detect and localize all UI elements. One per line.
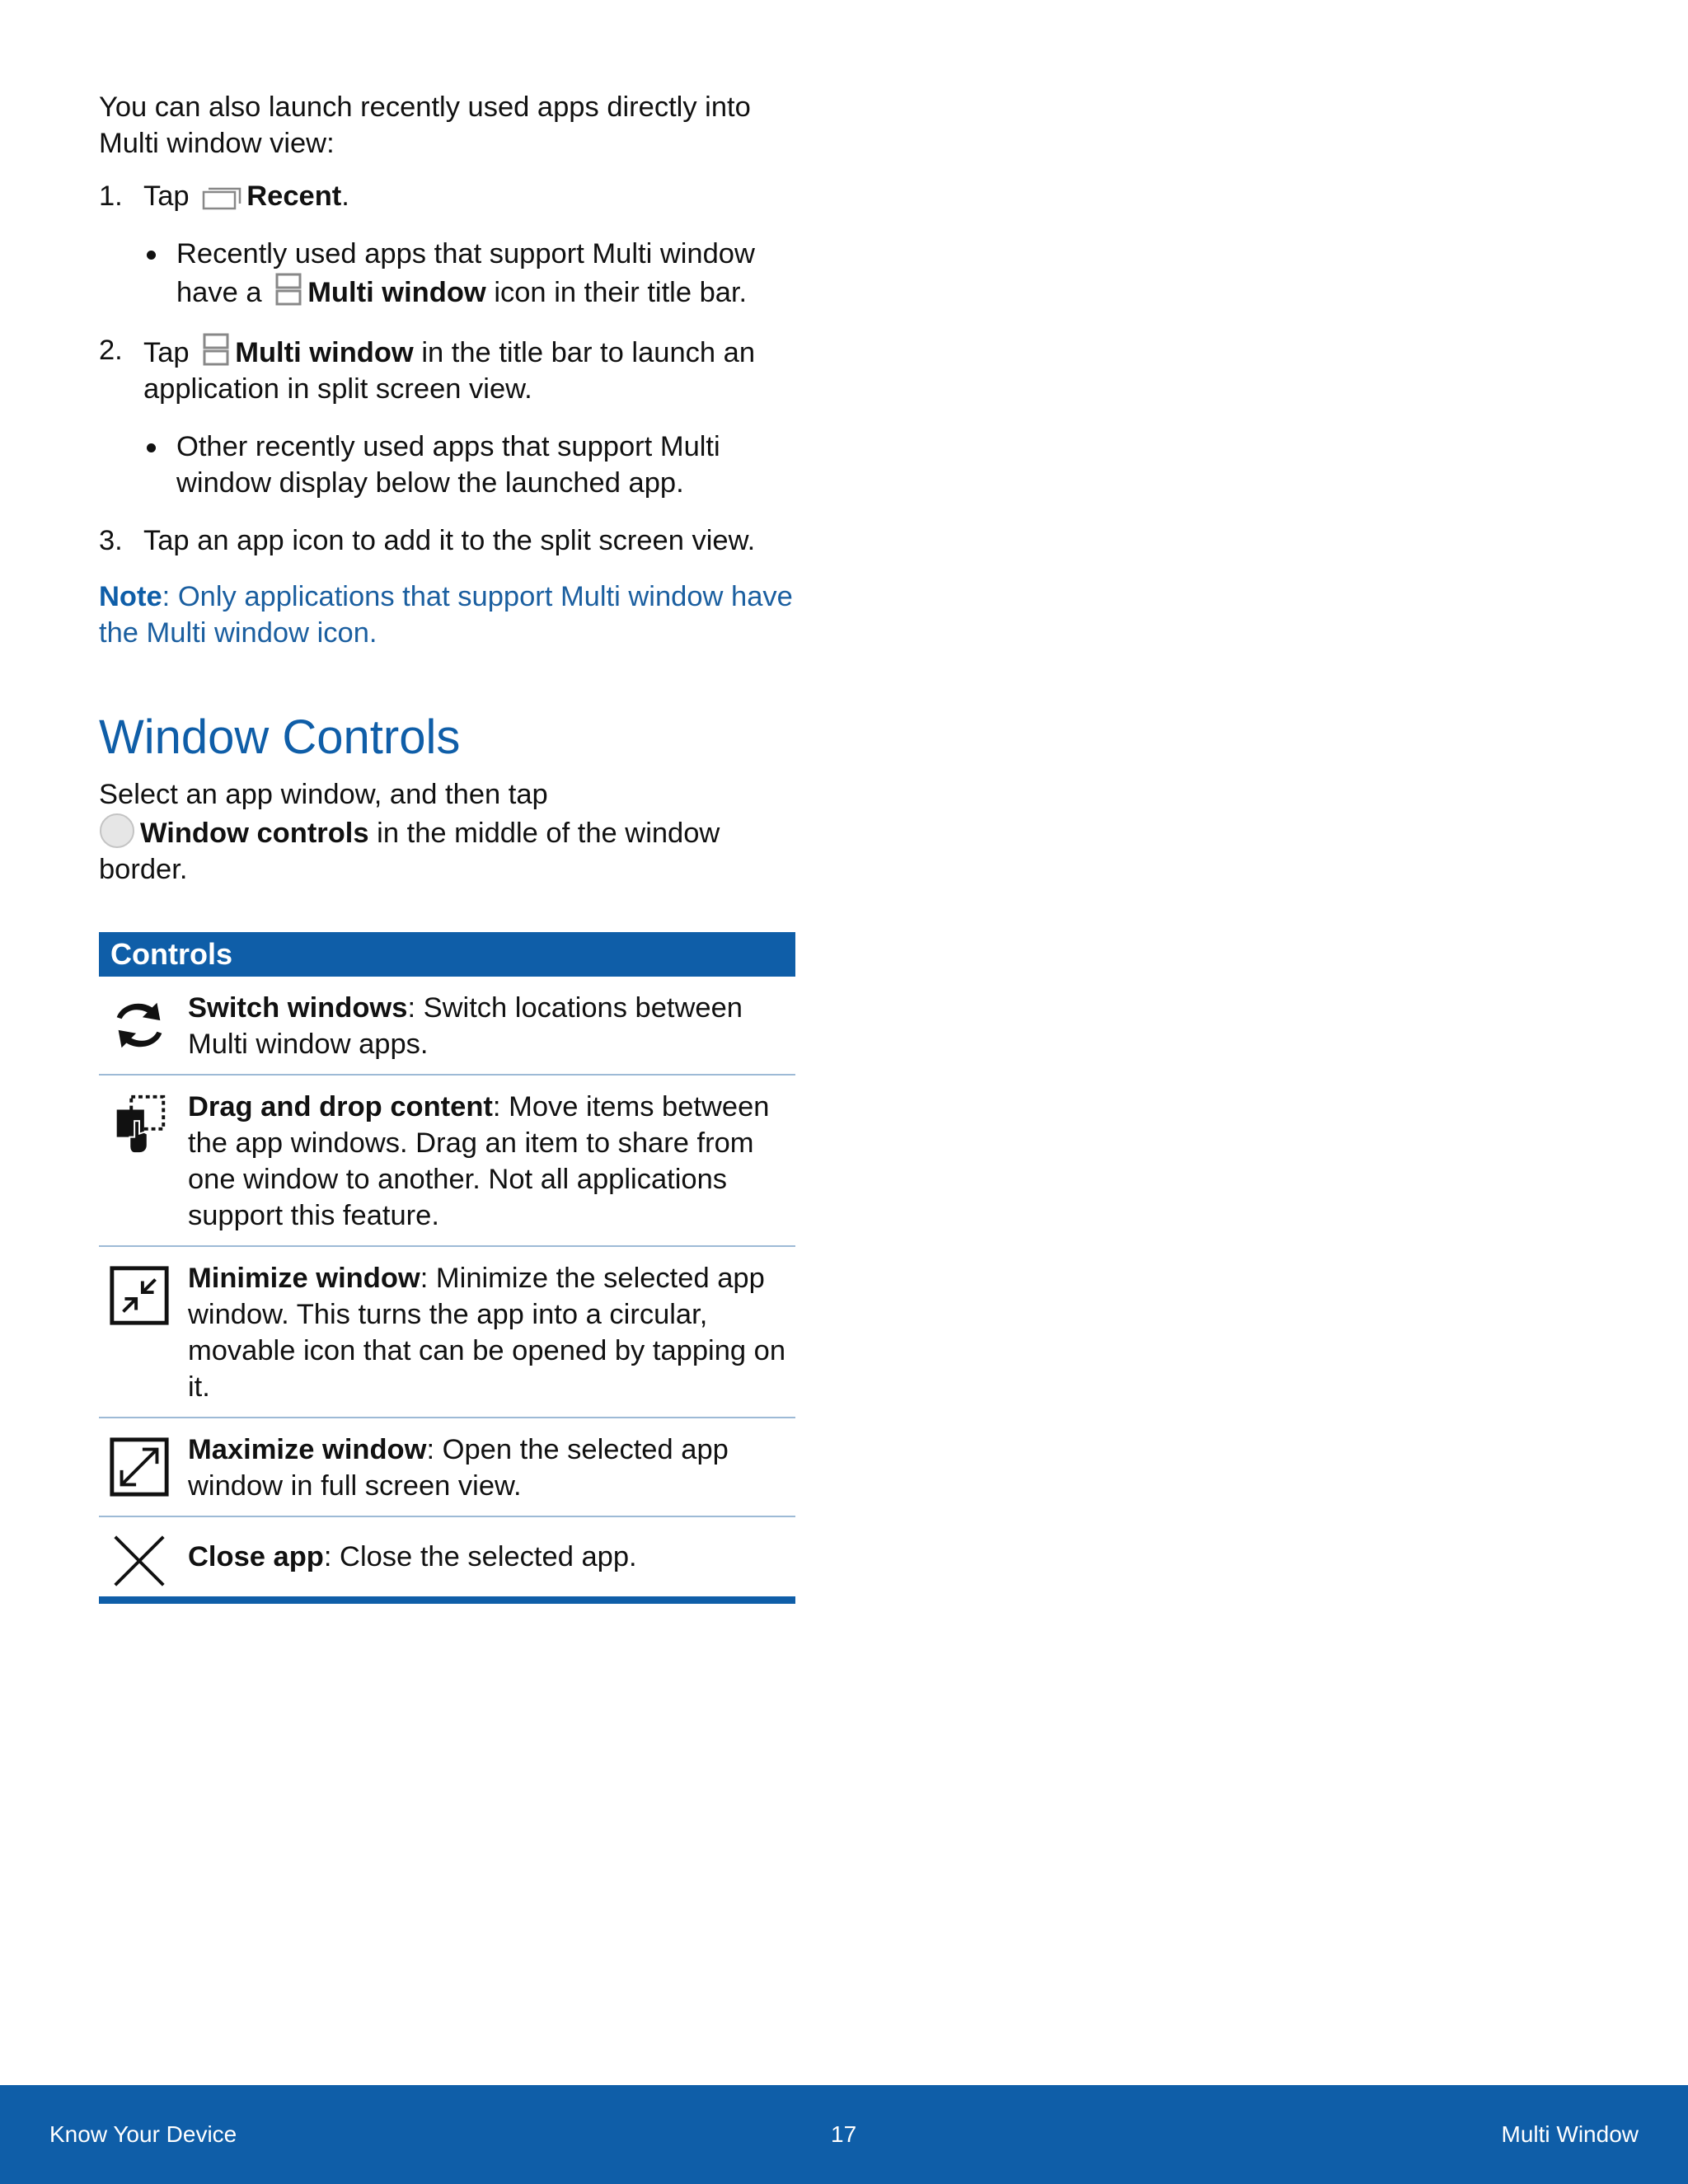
note-text: : Only applications that support Multi window have the Multi window icon. bbox=[99, 581, 793, 649]
control-row-minimize bbox=[99, 1247, 795, 1418]
control-desc: : Open the selected app window in full screen view. bbox=[188, 1434, 729, 1502]
control-name: Maximize window bbox=[188, 1434, 427, 1465]
note bbox=[99, 579, 795, 651]
bullet-bold: Multi window bbox=[307, 277, 486, 308]
maximize-window-icon bbox=[107, 1435, 171, 1499]
multi-window-icon bbox=[202, 332, 230, 367]
step-text: Tap bbox=[143, 180, 190, 212]
minimize-window-icon bbox=[107, 1263, 171, 1328]
step-3 bbox=[99, 523, 795, 559]
control-desc: : Close the selected app. bbox=[323, 1541, 637, 1572]
bullet-2 bbox=[99, 429, 795, 501]
recent-apps-icon bbox=[202, 185, 241, 210]
control-name: Close app bbox=[188, 1541, 324, 1572]
step-text-end: in the title bar to launch an application in split screen view. bbox=[143, 337, 756, 405]
section-intro bbox=[99, 776, 795, 888]
multi-window-icon bbox=[274, 272, 302, 307]
control-row-maximize bbox=[99, 1418, 795, 1517]
step-1 bbox=[99, 178, 795, 214]
step-text: Tap an app icon to add it to the split screen view. bbox=[143, 525, 756, 556]
footer-section: Know Your Device bbox=[49, 2121, 237, 2147]
control-row-switch bbox=[99, 977, 795, 1076]
step-number: 3. bbox=[99, 525, 123, 556]
bullet-dot bbox=[147, 443, 156, 452]
drag-drop-icon bbox=[107, 1092, 171, 1156]
step-text: Tap bbox=[143, 337, 190, 368]
intro-text: You can also launch recently used apps directly into Multi window view: bbox=[99, 91, 751, 159]
bullet-dot bbox=[147, 251, 156, 260]
control-name: Drag and drop content bbox=[188, 1091, 493, 1122]
control-desc: : Move items between the app windows. Drag an item to share from one window to another. Not all applications support this feature. bbox=[188, 1091, 770, 1231]
page-content bbox=[99, 89, 795, 1604]
step-number: 1. bbox=[99, 180, 123, 212]
step-text-end: . bbox=[341, 180, 349, 212]
close-icon bbox=[107, 1529, 171, 1593]
control-name: Minimize window bbox=[188, 1263, 420, 1294]
bullet-1 bbox=[99, 236, 795, 311]
section-intro-end: in the middle of the window border. bbox=[99, 818, 720, 885]
note-label: Note bbox=[99, 581, 162, 612]
step-bold: Recent bbox=[246, 180, 342, 212]
controls-header: Controls bbox=[99, 932, 795, 977]
control-desc: : Switch locations between Multi window apps. bbox=[188, 992, 743, 1060]
control-row-drag-drop bbox=[99, 1076, 795, 1247]
window-controls-icon bbox=[99, 813, 135, 849]
page-number: 17 bbox=[831, 2121, 857, 2147]
switch-windows-icon bbox=[107, 993, 171, 1057]
step-2 bbox=[99, 332, 795, 407]
control-desc: : Minimize the selected app window. This turns the app into a circular, movable icon that can be opened by tapping on it. bbox=[188, 1263, 786, 1403]
bullet-text-end: icon in their title bar. bbox=[485, 277, 748, 308]
control-name: Switch windows bbox=[188, 992, 408, 1024]
control-row-close bbox=[99, 1517, 795, 1604]
page-footer bbox=[0, 2085, 1688, 2184]
bullet-text: Other recently used apps that support Multi window display below the launched app. bbox=[176, 431, 720, 499]
controls-table bbox=[99, 932, 795, 1604]
section-title: Window Controls bbox=[99, 710, 461, 764]
section-intro-text: Select an app window, and then tap bbox=[99, 779, 548, 810]
step-number: 2. bbox=[99, 335, 123, 366]
footer-chapter: Multi Window bbox=[1501, 2121, 1639, 2147]
section-intro-bold: Window controls bbox=[140, 818, 369, 849]
step-bold: Multi window bbox=[235, 337, 414, 368]
bullet-text: Recently used apps that support Multi window have a bbox=[176, 238, 755, 308]
